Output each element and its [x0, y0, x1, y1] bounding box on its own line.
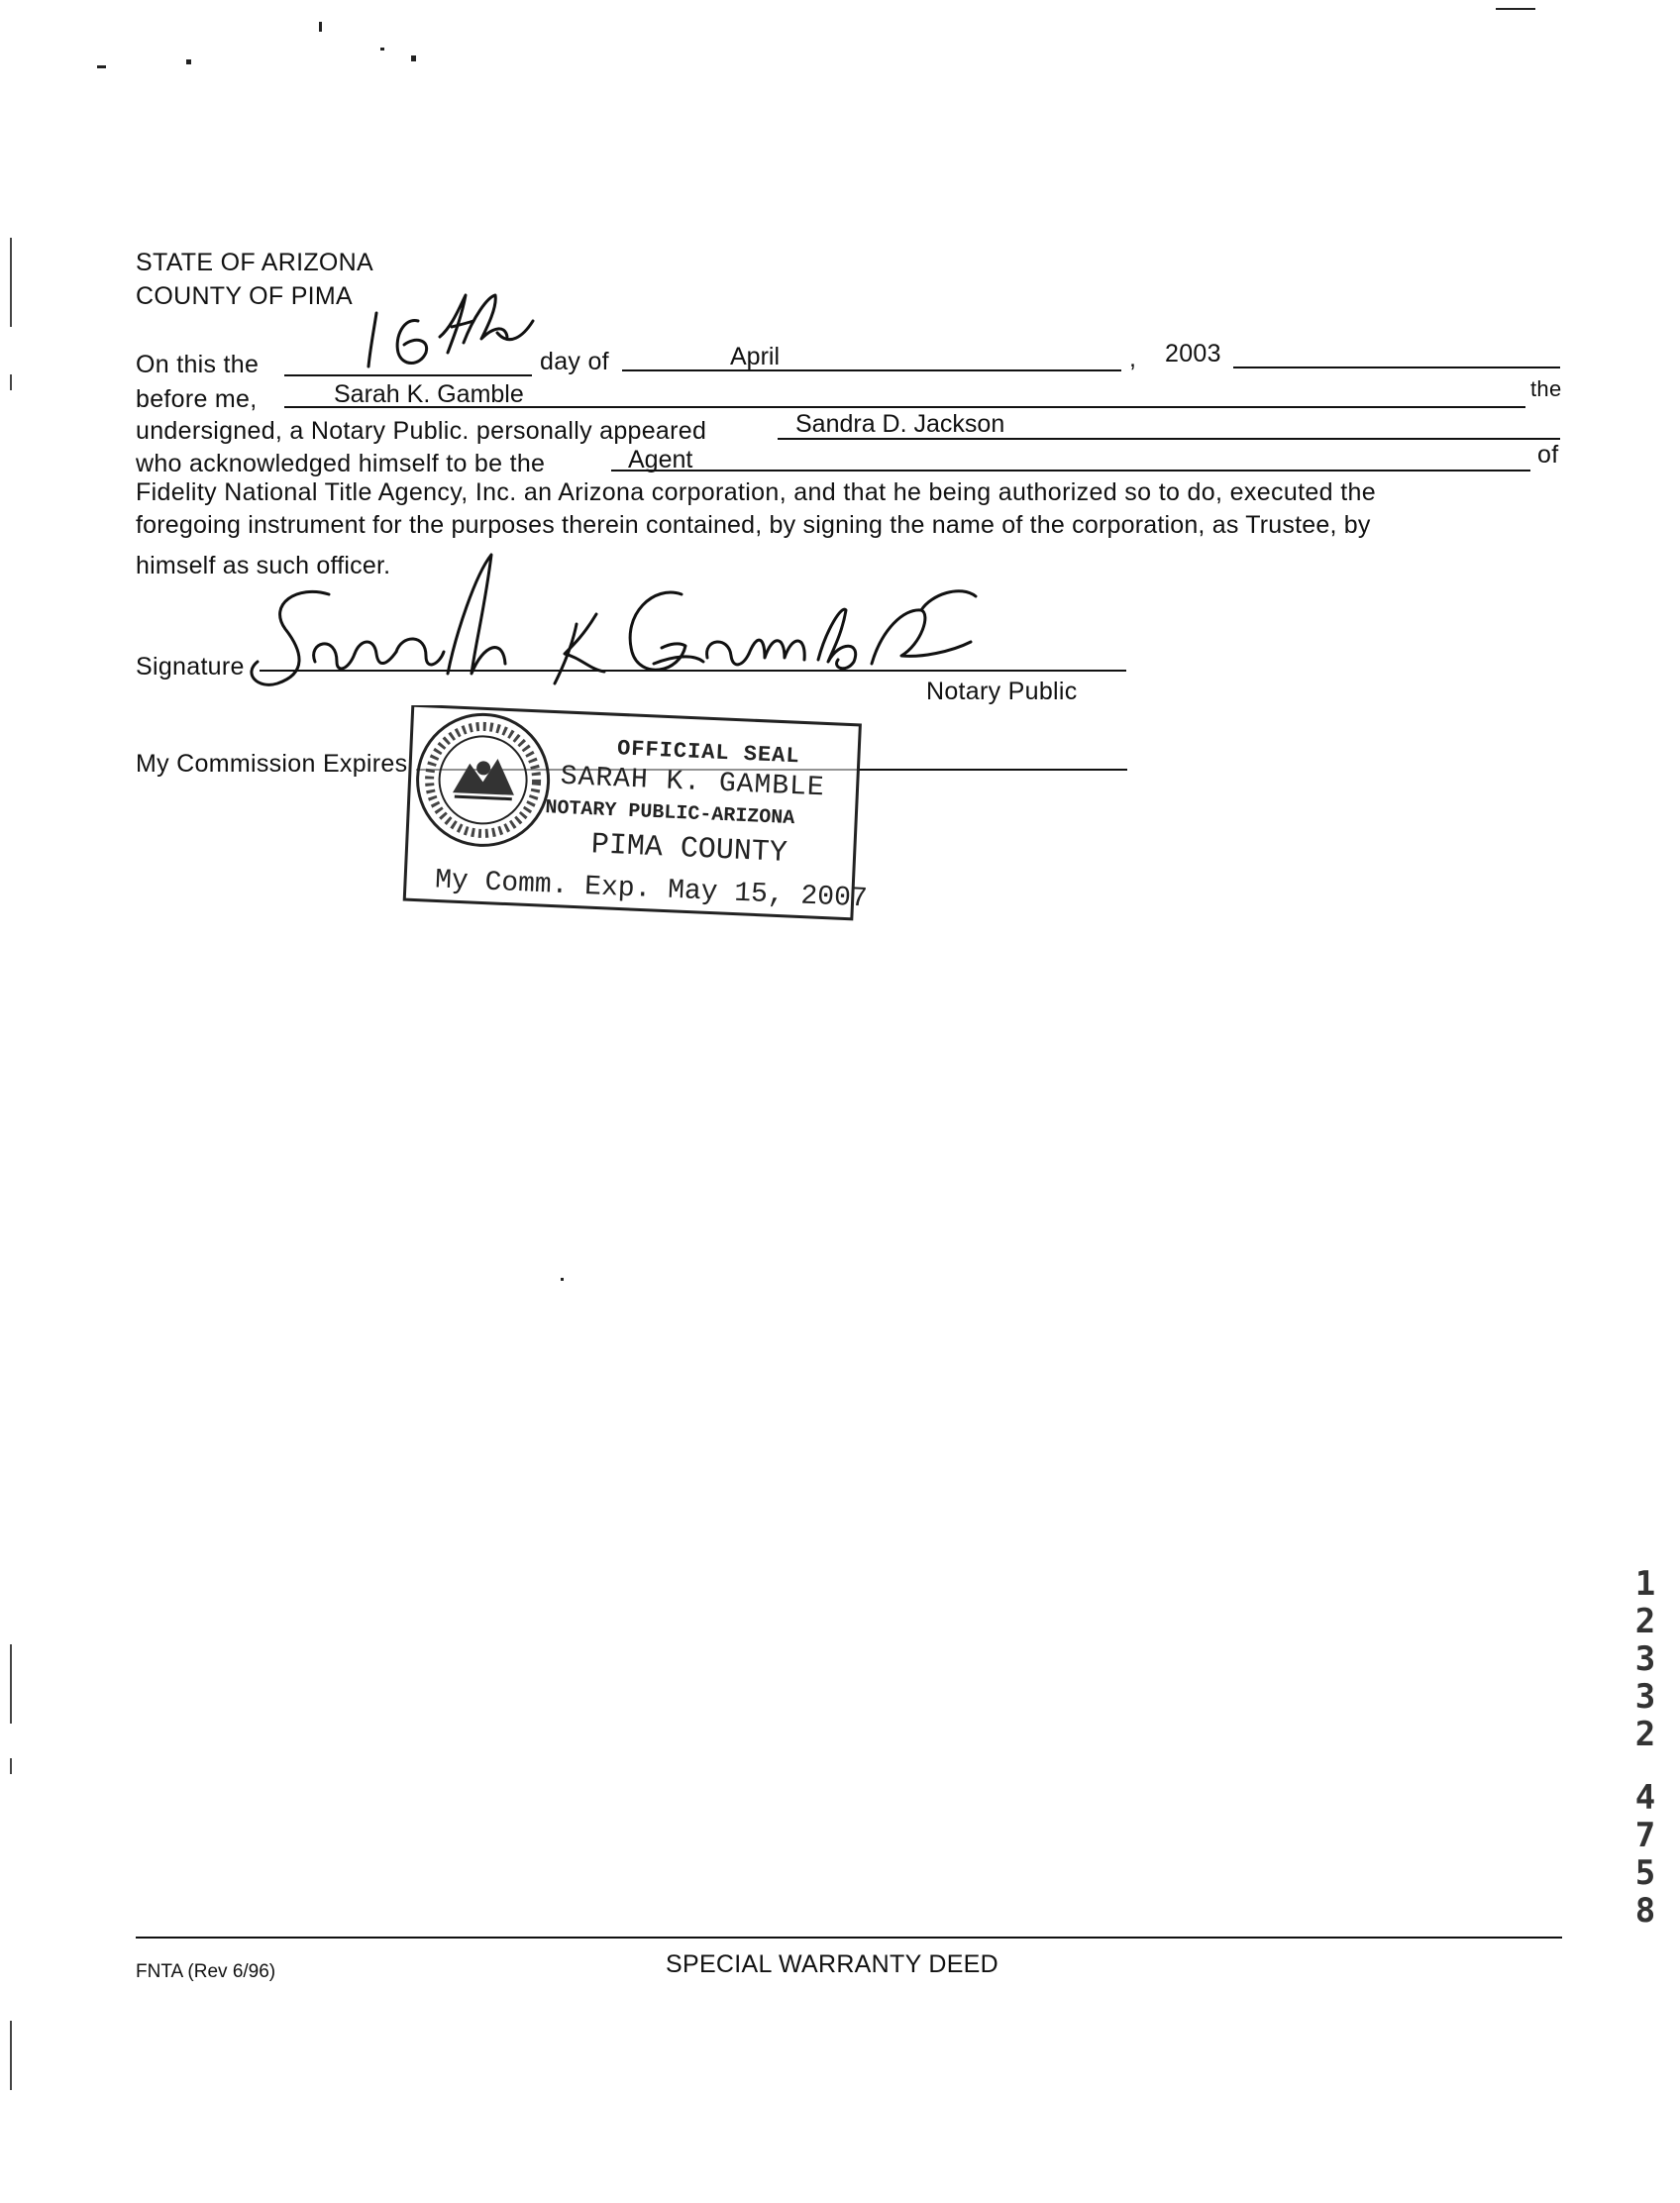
title-blank: [611, 470, 1530, 472]
commission-label: My Commission Expires: [136, 750, 408, 778]
margin-mark: [10, 238, 12, 327]
scan-speck: [97, 65, 106, 68]
of-word: of: [1537, 441, 1559, 469]
who-acknowledged-text: who acknowledged himself to be the: [136, 450, 546, 477]
official-notary-stamp: [394, 705, 870, 933]
scan-speck: [411, 55, 416, 61]
on-this-the-label: On this the: [136, 351, 260, 378]
body-line-2: foregoing instrument for the purposes therein contained, by signing the name of the corporation, as Trustee, by: [136, 511, 1371, 539]
month-value: April: [730, 343, 781, 370]
undersigned-text: undersigned, a Notary Public. personally appeared: [136, 417, 707, 445]
margin-mark: [10, 374, 12, 390]
margin-mark: [10, 1758, 12, 1774]
margin-mark: [10, 1644, 12, 1724]
stamp-line-4: PIMA COUNTY: [590, 828, 788, 871]
document-title: SPECIAL WARRANTY DEED: [666, 1950, 998, 1978]
recording-number: [1628, 1565, 1662, 1930]
footer-rule: [136, 1937, 1562, 1939]
body-line-1: Fidelity National Title Agency, Inc. an Arizona corporation, and that he being authorized so to do, executed the: [136, 478, 1377, 506]
recording-digit: 2: [1634, 1715, 1656, 1754]
margin-mark: [10, 2021, 12, 2090]
recording-digit: 7: [1634, 1816, 1656, 1855]
day-of-label: day of: [540, 348, 609, 375]
the-word: the: [1530, 376, 1562, 401]
scan-speck: [186, 59, 191, 64]
state-heading: STATE OF ARIZONA: [136, 249, 374, 276]
recording-digit: 3: [1634, 1639, 1656, 1679]
stamp-line-3: NOTARY PUBLIC-ARIZONA: [544, 796, 795, 831]
stamp-line-1: OFFICIAL SEAL: [616, 736, 801, 770]
recording-digit: 3: [1634, 1677, 1656, 1717]
year-blank: [1233, 367, 1560, 368]
stamp-line-5: My Comm. Exp. May 15, 2007: [434, 865, 869, 915]
scan-speck: [1496, 8, 1535, 10]
comma: ,: [1129, 345, 1137, 372]
title-value: Agent: [628, 446, 693, 473]
year-value: 2003: [1165, 340, 1221, 367]
signature-label: Signature: [136, 653, 245, 681]
stamp-line-2: SARAH K. GAMBLE: [560, 761, 826, 804]
scan-speck: [380, 48, 384, 51]
scan-speck: [319, 22, 322, 32]
form-id: FNTA (Rev 6/96): [136, 1961, 276, 1982]
before-me-label: before me,: [136, 385, 258, 413]
recording-digit: 8: [1634, 1891, 1656, 1931]
handwritten-signature: [238, 535, 991, 733]
scan-speck: [561, 1278, 564, 1281]
recording-digit: 5: [1634, 1853, 1656, 1893]
county-heading: COUNTY OF PIMA: [136, 282, 354, 310]
body-line-3: himself as such officer.: [136, 552, 391, 579]
month-blank: [622, 369, 1121, 371]
appeared-name-value: Sandra D. Jackson: [795, 410, 1005, 438]
recording-digit: 1: [1634, 1564, 1656, 1604]
handwritten-day: [349, 287, 547, 376]
recording-digit: 4: [1634, 1778, 1656, 1818]
notary-public-label: Notary Public: [926, 678, 1078, 705]
notary-name-value: Sarah K. Gamble: [334, 380, 524, 408]
recording-digit: 2: [1634, 1602, 1656, 1641]
